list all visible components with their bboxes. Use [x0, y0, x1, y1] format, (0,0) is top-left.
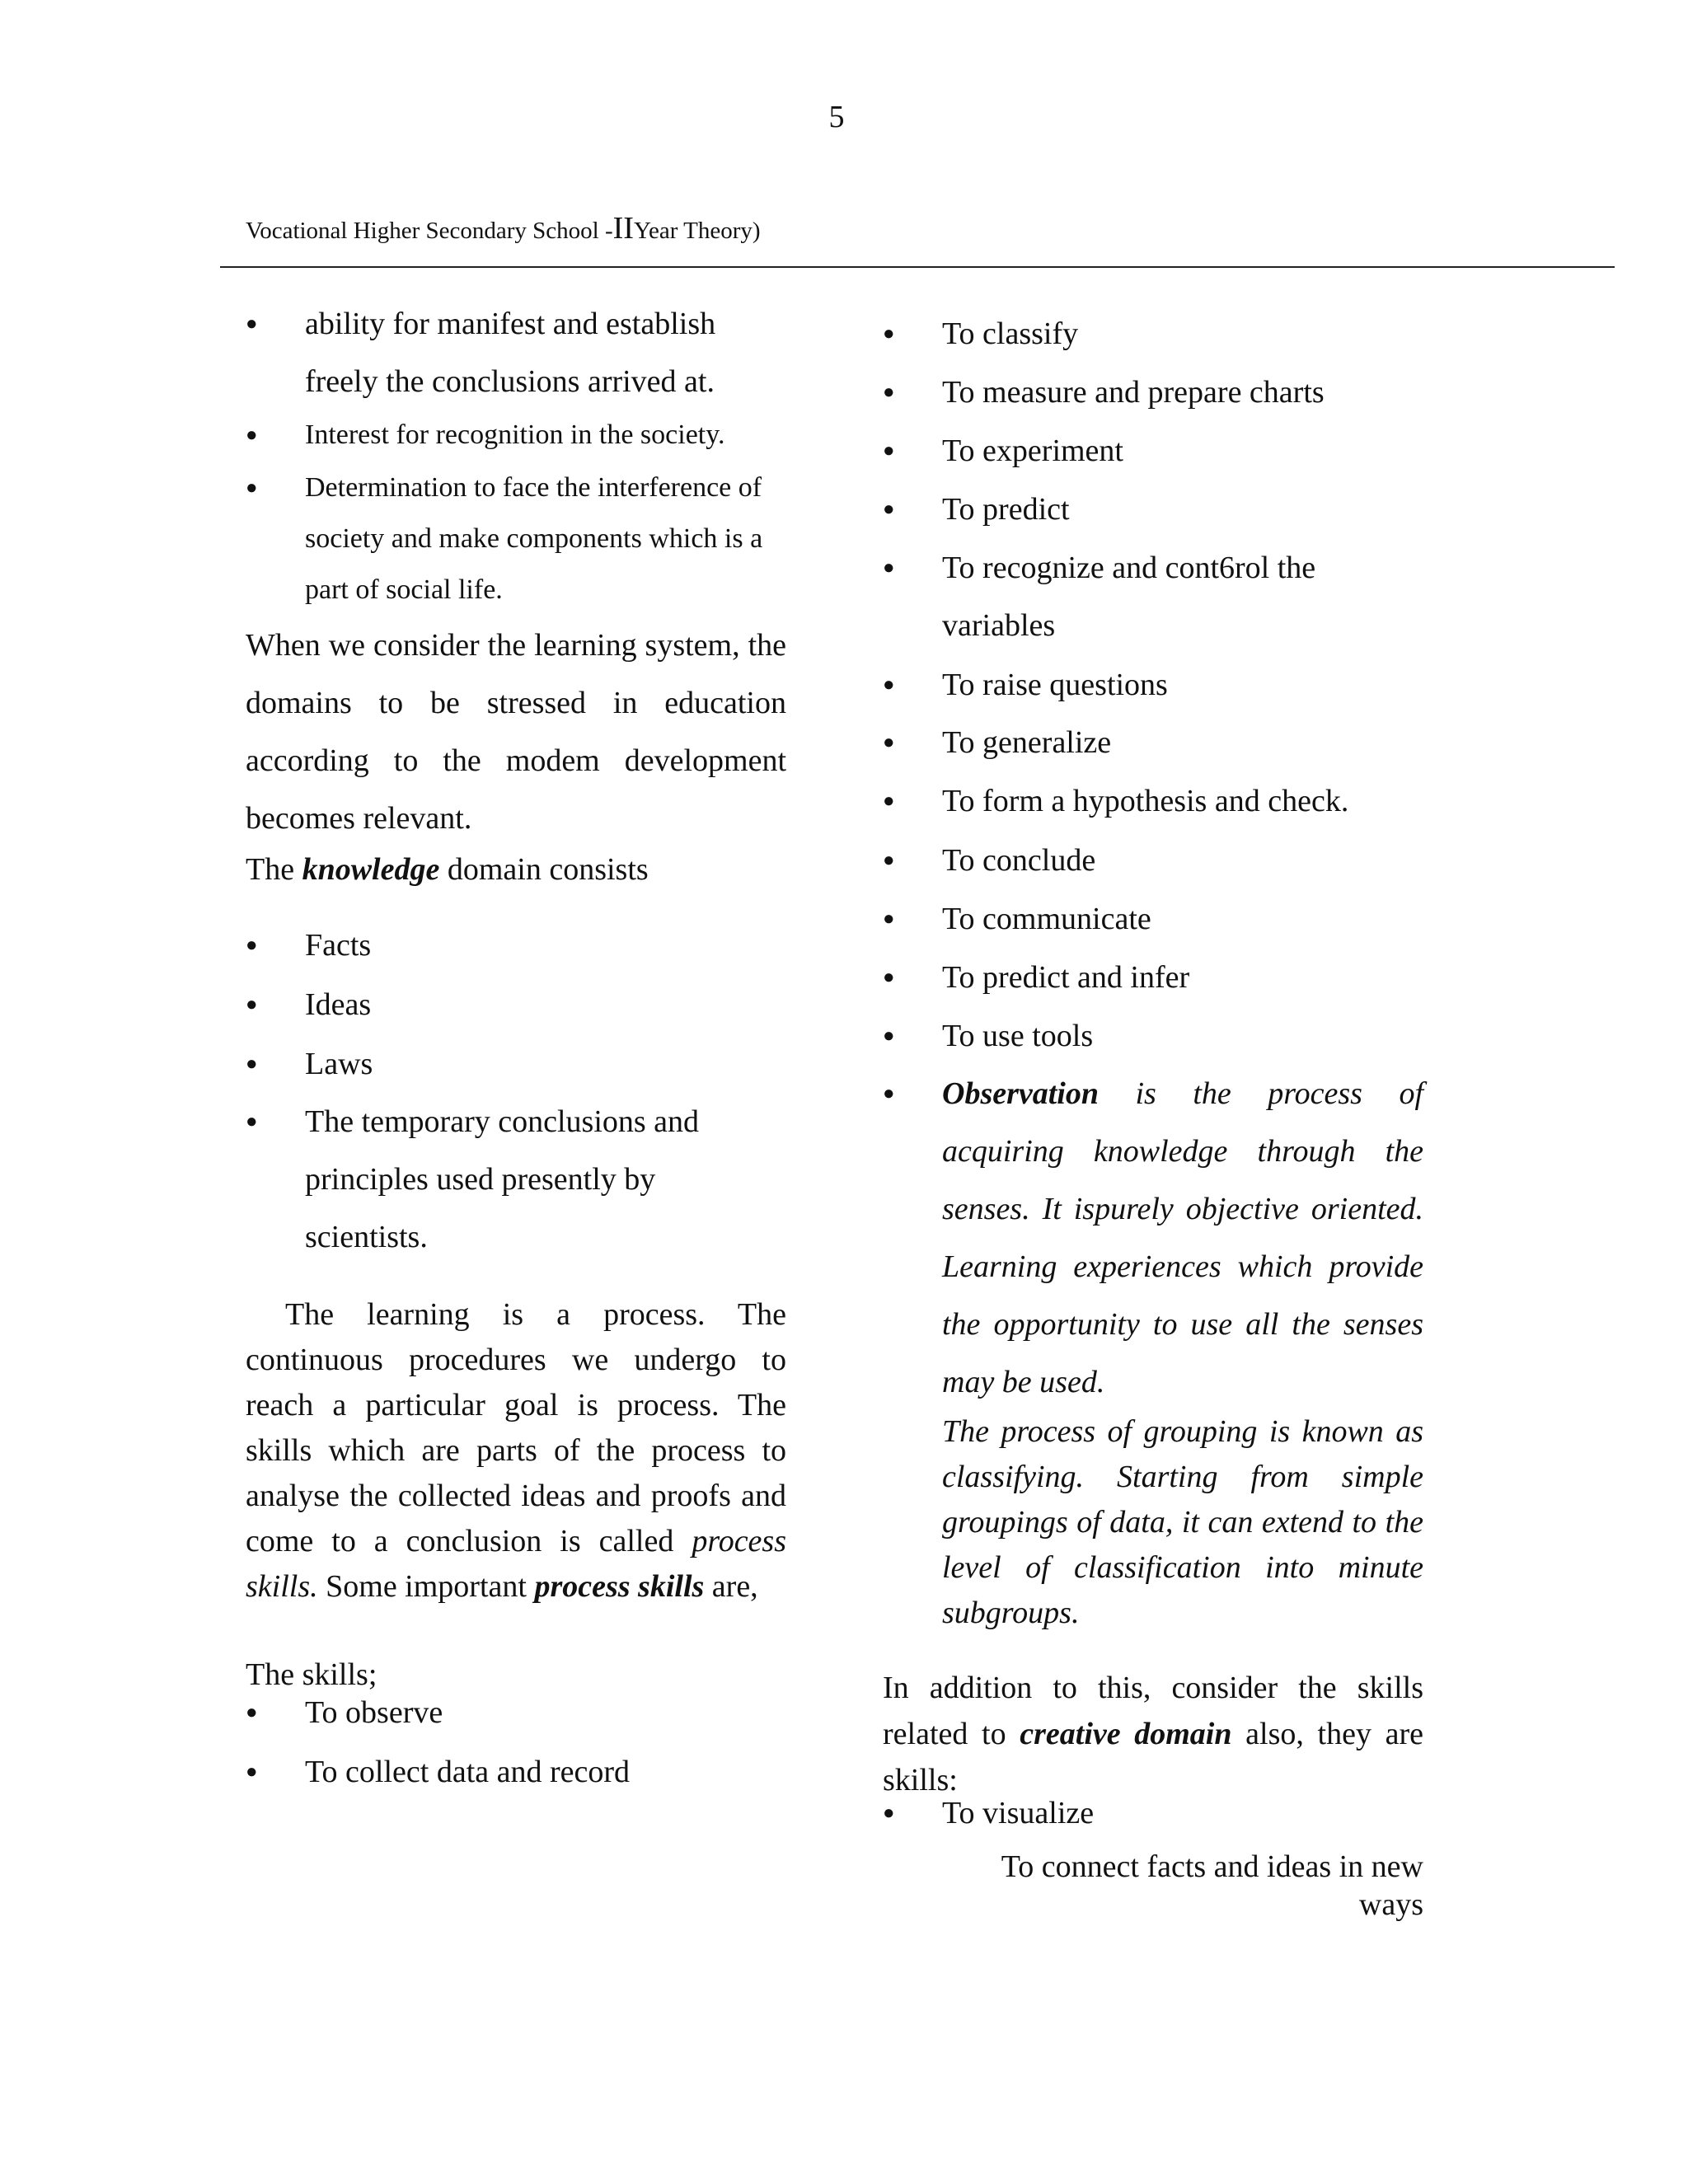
- bullet-icon: ●: [883, 1083, 895, 1104]
- bullet-icon: ●: [883, 557, 895, 579]
- bullet-icon: ●: [246, 424, 258, 446]
- skills-label: The skills;: [246, 1657, 377, 1692]
- bullet-icon: ●: [246, 1761, 258, 1783]
- header-suffix: Year Theory): [633, 218, 761, 244]
- connect-line: To connect facts and ideas in new ways: [1001, 1849, 1423, 1922]
- list-item: ● To measure and prepare charts: [883, 375, 1325, 410]
- bullet-icon: ●: [883, 323, 895, 344]
- knowledge-intro: The knowledge domain consists: [246, 852, 649, 887]
- list-item: ● To observe: [246, 1695, 443, 1730]
- creative-intro: In addition to this, consider the skills related to creative domain also, they are skills:: [883, 1671, 1423, 1797]
- list-item: ● To use tools: [883, 1019, 1094, 1053]
- creative-domain-term: creative domain: [1020, 1717, 1232, 1751]
- bullet-icon: ●: [883, 440, 895, 462]
- list-item: ● To predict: [883, 492, 1070, 527]
- bullet-icon: ●: [883, 850, 895, 871]
- list-item: ● To collect data and record: [246, 1755, 631, 1789]
- bullet-icon: ●: [246, 1111, 258, 1132]
- bullet-icon: ●: [246, 935, 258, 956]
- bullet-icon: ●: [883, 499, 895, 520]
- bullet-icon: ●: [246, 313, 258, 335]
- classifying-paragraph: The process of grouping is known as classifying. Starting from simple groupings of data, it can extend to the level of classification into minute subgroups.: [942, 1414, 1423, 1630]
- page-number: 5: [828, 100, 845, 134]
- list-item: ● To visualize: [883, 1796, 1095, 1830]
- header-dash: -: [604, 218, 613, 244]
- list-item: ● Facts: [246, 928, 372, 963]
- right-column: [883, 0, 1423, 2184]
- bullet-icon: ●: [246, 1053, 258, 1075]
- bullet-icon: ●: [883, 908, 895, 930]
- bullet-icon: ●: [246, 994, 258, 1015]
- bullet-icon: ●: [883, 1802, 895, 1824]
- list-item: ● To generalize: [883, 725, 1112, 760]
- list-item: ● To communicate: [883, 902, 1151, 936]
- observation-term: Observation: [942, 1076, 1099, 1111]
- bullet-icon: ●: [883, 382, 895, 403]
- list-item: ● To classify: [883, 316, 1079, 351]
- bullet-icon: ●: [883, 967, 895, 988]
- list-item: ● The temporary conclusions and principles used presently by scientists.: [246, 1104, 700, 1254]
- bullet-icon: ●: [883, 732, 895, 753]
- list-item: ● To conclude: [883, 843, 1096, 878]
- bullet-icon: ●: [883, 674, 895, 696]
- bullet-icon: ●: [883, 1025, 895, 1047]
- knowledge-term: knowledge: [302, 852, 440, 887]
- list-item: ● To raise questions: [883, 668, 1168, 702]
- list-item: ● Ideas: [246, 987, 372, 1022]
- process-skills-paragraph: The learning is a process. The continuous procedures we undergo to reach a particular goal is process. The skills which are parts of the process to analyse the collected ideas and proofs and come to a conclusion is called process skills. Some important process skills are,: [246, 1297, 786, 1604]
- list-item: ● Interest for recognition in the society.: [246, 419, 725, 450]
- bullet-icon: ●: [246, 1702, 258, 1723]
- header-roman: II: [612, 211, 634, 246]
- process-skills-term: process skills: [534, 1569, 705, 1604]
- list-item: ● To recognize and cont6rol the variables: [883, 551, 1316, 643]
- list-item: ● To predict and infer: [883, 960, 1190, 995]
- list-item: ● To form a hypothesis and check.: [883, 784, 1349, 818]
- bullet-icon: ●: [883, 790, 895, 812]
- paragraph-learning-system: When we consider the learning system, the domains to be stressed in education according to the modem development becomes relevant.: [246, 628, 786, 836]
- list-item: ● To experiment: [883, 434, 1123, 468]
- list-item-observation: ● Observation is the process of acquiring knowledge through the senses. It ispurely objective oriented. Learning experiences which provide the opportunity to use all the senses may be used.: [883, 1076, 1423, 1399]
- list-item: ● Determination to face the interference of society and make components which is a part of social life.: [246, 472, 763, 605]
- list-item: ● Laws: [246, 1047, 373, 1081]
- header-prefix: Vocational Higher Secondary School: [246, 218, 605, 244]
- left-column: [246, 0, 786, 2184]
- bullet-icon: ●: [246, 477, 258, 499]
- list-item: ● ability for manifest and establish freely the conclusions arrived at.: [246, 307, 716, 399]
